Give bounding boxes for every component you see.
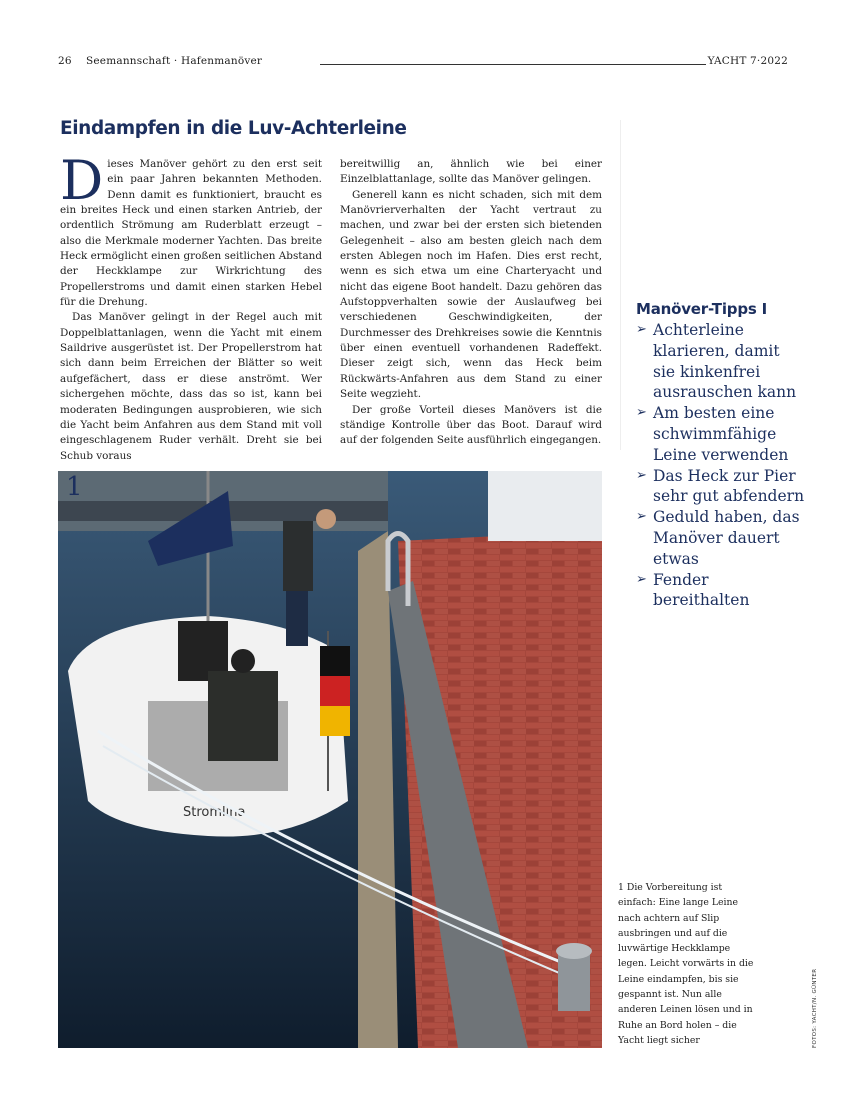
photo-illustration	[58, 471, 602, 1048]
bollard-top	[556, 943, 592, 959]
column-divider	[620, 120, 621, 450]
flag-gold	[320, 706, 350, 736]
body-column-2	[340, 157, 602, 449]
moored-yacht	[488, 471, 602, 541]
header-rule	[320, 64, 706, 65]
paragraph: Generell kann es nicht schaden, sich mit dem Manövrierverhalten der Yacht vertraut zu machen, und zwar bei der ersten sich bietenden Gelegenheit – also am besten gleich nach dem ersten Ablegen noch im Hafen. Dies erst recht, wenn es sich etwa um eine Charteryacht und nicht das eigene Boot handelt. Dazu gehören das Aufstoppverhalten sowie der Auslaufweg bei verschiedenen Geschwindigkeiten, der Durchmesser des Drehkreises sowie die Kenntnis über einen eventuell vorhandenen Radeffekt. Dieser zeigt sich, wenn das Heck beim Rückwärts-Anfahren aus dem Stand zu einer Seite wegzieht.	[340, 188, 602, 401]
drop-cap: D	[60, 149, 104, 212]
paragraph: bereitwillig an, ähnlich wie bei einer Einzelblattanlage, sollte das Manöver gelingen.	[340, 158, 602, 186]
photo-credit: FOTOS: YACHT/N. GÜNTER	[812, 968, 818, 1048]
photo-number: 1	[66, 472, 83, 502]
tip-item	[636, 403, 806, 465]
paragraph-text: ieses Manöver gehört zu den erst seit ein paar Jahren bekannten Methoden. Denn damit es funktioniert, braucht es ein breites Heck und einen starken Antrieb, der ordentlich Strömung am Ruderblatt erzeugt – also die Merkmale moderner Yachten. Das breite Heck ermöglicht einen großen seitlichen Abstand der Heckklampe zur Wirkrichtung des Propellerstroms und damit einen starken Hebel für die Drehung.	[60, 158, 322, 309]
flag-black	[320, 646, 350, 676]
tip-item	[636, 320, 806, 403]
crew-head	[316, 509, 336, 529]
section-label: Seemannschaft · Hafenmanöver	[86, 55, 263, 67]
photo-caption: 1 Die Vorbereitung ist einfach: Eine lange Leine nach achtern auf Slip ausbringen und auf die luvwärtige Heckklampe legen. Leicht vorwärts in die Leine eindampfen, bis sie gespannt ist. Nun alle anderen Leinen lösen und in Ruhe an Bord holen – die Yacht liegt sicher	[618, 882, 754, 1046]
tip-text: Fender bereithalten	[653, 570, 750, 610]
tips-box	[636, 300, 806, 611]
tip-text: Geduld haben, das Manöver dauert etwas	[653, 508, 800, 568]
tips-title: Manöver-Tipps I	[636, 300, 767, 318]
tip-item	[636, 570, 806, 612]
running-header	[58, 55, 788, 71]
paragraph: Das Manöver gelingt in der Regel auch mit Doppelblattanlagen, wenn die Yacht mit einem Saildrive ausgerüstet ist. Der Propellerstrom hat sich dann beim Erreichen der Blätter so weit aufgefächert, dass er diese anströmt. Wer sichergehen möchte, dass das so ist, kann bei moderaten Bedingungen ausprobieren, wie sich die Yacht beim Anfahren aus dem Stand mit voll eingeschlagenem Ruder verhält. Dreht sie bei Schub voraus	[60, 311, 322, 462]
body-column-1	[60, 149, 322, 464]
arrow-bullet-icon: ➢	[636, 322, 647, 337]
arrow-bullet-icon: ➢	[636, 571, 647, 587]
harbour-photo	[58, 471, 602, 1048]
crew-legs	[286, 591, 308, 646]
paragraph	[60, 149, 322, 310]
crew-kneeling	[208, 671, 278, 761]
boat-name: Stromlina	[183, 805, 246, 820]
tip-text: Achterleine klarieren, damit sie kinkenfrei ausrauschen kann	[653, 321, 797, 402]
flag-red	[320, 676, 350, 706]
tip-item	[636, 466, 806, 508]
tips-list	[636, 320, 806, 611]
arrow-bullet-icon: ➢	[636, 405, 647, 421]
tip-item	[636, 507, 806, 569]
tip-text: Das Heck zur Pier sehr gut abfendern	[653, 466, 805, 506]
arrow-bullet-icon: ➢	[636, 467, 647, 483]
article-title: Eindampfen in die Luv-Achterleine	[60, 118, 407, 139]
crew-standing	[283, 521, 313, 591]
paragraph: Der große Vorteil dieses Manövers ist die ständige Kontrolle über das Boot. Darauf wird auf der folgenden Seite ausführlich eingegangen.	[340, 403, 602, 447]
page-number: 26	[58, 55, 72, 67]
magazine-issue: YACHT 7·2022	[707, 55, 788, 67]
bollard	[558, 951, 590, 1011]
arrow-bullet-icon: ➢	[636, 509, 647, 525]
crew-cap	[231, 649, 255, 673]
tip-text: Am besten eine schwimmfähige Leine verwenden	[653, 404, 789, 464]
